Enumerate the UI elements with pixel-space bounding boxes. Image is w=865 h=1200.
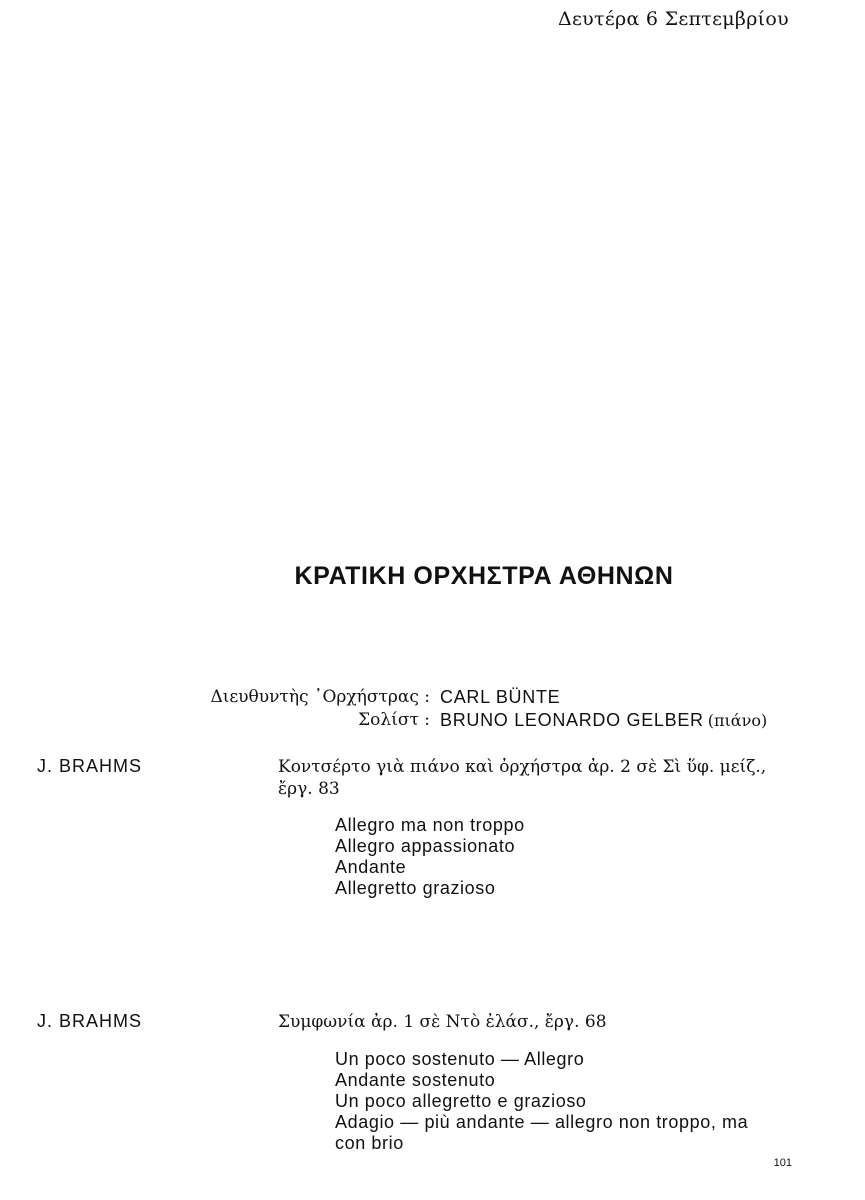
soloist-label: Σολίστ : [358, 710, 430, 730]
movement-item: con brio [335, 1133, 404, 1153]
conductor-label: Διευθυντὴς ᾿Ορχήστρας : [210, 687, 430, 707]
movement-item: Allegretto grazioso [335, 878, 496, 898]
work-title-line: ἔργ. 83 [278, 779, 340, 799]
soloist-name: BRUNO LEONARDO GELBER [440, 710, 704, 730]
page-date: Δευτέρα 6 Σεπτεμβρίου [558, 8, 789, 30]
movement-item: Andante sostenuto [335, 1070, 496, 1090]
conductor-row [100, 686, 800, 709]
work-title [278, 1011, 607, 1033]
work-title-line: Κοντσέρτο γιὰ πιάνο καὶ ὀρχήστρα ἀρ. 2 σὲ Σὶ ὕφ. μείζ., [278, 757, 767, 777]
composer-name: J. BRAHMS [37, 756, 143, 776]
composer-name: J. BRAHMS [37, 1011, 143, 1031]
movement-item: Allegro ma non troppo [335, 815, 525, 835]
performers-credits [100, 686, 800, 732]
movement-list [335, 1049, 748, 1154]
movement-item: Andante [335, 857, 407, 877]
work-title-line: Συμφωνία ἀρ. 1 σὲ Ντὸ ἐλάσ., ἔργ. 68 [278, 1012, 607, 1032]
movement-item: Un poco allegretto e grazioso [335, 1091, 587, 1111]
soloist-credit [440, 709, 767, 732]
soloist-row [100, 709, 800, 732]
conductor-name: CARL BÜNTE [440, 687, 561, 707]
movement-list [335, 815, 525, 899]
work-title [278, 756, 766, 800]
orchestra-title: ΚΡΑΤΙΚΗ ΟΡΧΗΣΤΡΑ ΑΘΗΝΩΝ [294, 562, 674, 590]
soloist-instrument: (πιάνο) [707, 711, 768, 730]
movement-item: Un poco sostenuto — Allegro [335, 1049, 585, 1069]
movement-item: Allegro appassionato [335, 836, 516, 856]
movement-item: Adagio — più andante — allegro non troppo, ma [335, 1112, 749, 1132]
page-number: 101 [773, 1157, 792, 1169]
